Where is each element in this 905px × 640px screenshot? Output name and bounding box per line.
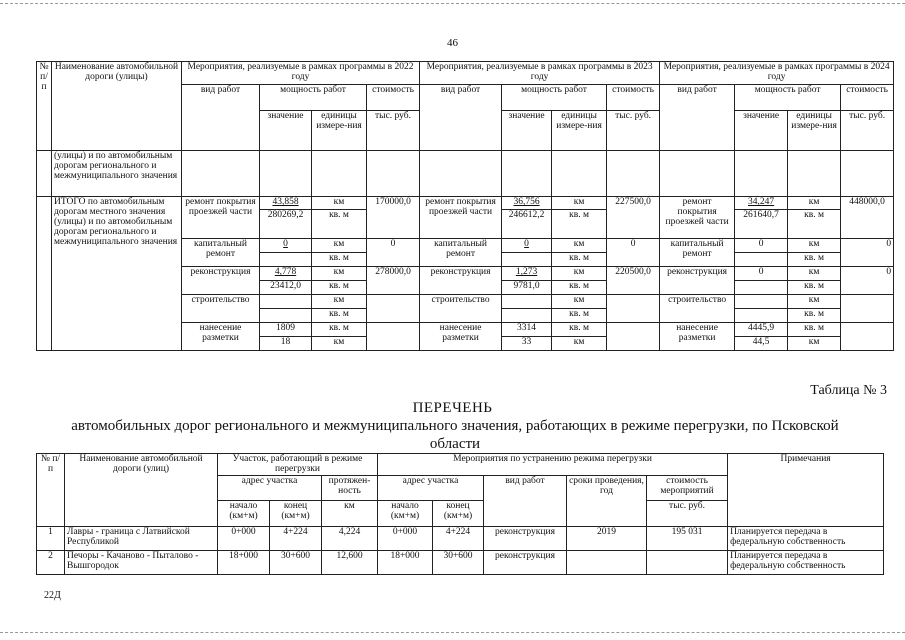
unit-cell: кв. м bbox=[312, 281, 367, 295]
table-label: Таблица № 3 bbox=[810, 383, 887, 398]
year-2022-header: Мероприятия, реализуемые в рамках программы в 2022 году bbox=[182, 62, 420, 85]
end-cell: 30+600 bbox=[433, 551, 484, 575]
year-cell bbox=[567, 551, 647, 575]
value-cell: 9781,0 bbox=[502, 281, 552, 295]
value-cell: 3314 bbox=[502, 323, 552, 337]
unit-cell: кв. м bbox=[312, 323, 367, 337]
col-num-header: № п/п bbox=[37, 62, 52, 151]
start-cell: 0+000 bbox=[218, 527, 270, 551]
cost-cell: 448000,0 bbox=[841, 197, 894, 239]
value-cell: 0 bbox=[502, 239, 552, 253]
cost-cell: 227500,0 bbox=[607, 197, 660, 239]
capacity-header: мощность работ bbox=[735, 85, 841, 111]
unit-cell: км bbox=[552, 267, 607, 281]
work-type-header: вид работ bbox=[484, 476, 567, 527]
year-2024-header: Мероприятия, реализуемые в рамках программы в 2024 году bbox=[660, 62, 894, 85]
units-header: единицы измере-ния bbox=[552, 111, 607, 151]
work-type-header: вид работ bbox=[182, 85, 260, 151]
unit-cell: кв. м bbox=[312, 210, 367, 239]
cost-header: стоимость bbox=[607, 85, 660, 111]
continued-road-name: (улицы) и по автомобильным дорогам регионального и межмуниципального значения bbox=[52, 151, 182, 197]
work-reconstruction: реконструкция bbox=[420, 267, 502, 295]
col-name-header: Наименование автомобильной дороги (улиц) bbox=[65, 454, 218, 527]
unit-cell: кв. м bbox=[788, 253, 841, 267]
scan-edge-top bbox=[0, 3, 905, 4]
measures-header: Мероприятия по устранению режима перегрузки bbox=[378, 454, 728, 476]
work-construction: строительство bbox=[420, 295, 502, 323]
work-construction: строительство bbox=[182, 295, 260, 323]
total-row-name: ИТОГО по автомобильным дорогам местного значения (улицы) и по автомобильным дорогам регионального и межмуниципального значения bbox=[52, 197, 182, 351]
work-marking: нанесение разметки bbox=[420, 323, 502, 351]
unit-cell: кв. м bbox=[552, 210, 607, 239]
work-capital: капитальный ремонт bbox=[182, 239, 260, 267]
work-construction: строительство bbox=[660, 295, 735, 323]
value-header: значение bbox=[735, 111, 788, 151]
end-cell: 30+600 bbox=[270, 551, 322, 575]
cost-header: стоимость мероприятий bbox=[647, 476, 728, 501]
work-marking: нанесение разметки bbox=[182, 323, 260, 351]
end-cell: 4+224 bbox=[433, 527, 484, 551]
document-subheading: автомобильных дорог регионального и межмуниципального значения, работающих в режиме перегрузки, по Псковской области bbox=[71, 418, 839, 452]
unit-cell: км bbox=[552, 337, 607, 351]
work-repair: ремонт покрытия проезжей части bbox=[182, 197, 260, 239]
unit-cell: кв. м bbox=[552, 253, 607, 267]
year-2023-header: Мероприятия, реализуемые в рамках программы в 2023 году bbox=[420, 62, 660, 85]
cost-cell: 278000,0 bbox=[367, 267, 420, 295]
unit-cell: кв. м bbox=[552, 309, 607, 323]
road-name: Лавры - граница с Латвийской Республикой bbox=[65, 527, 218, 551]
unit-cell: кв. м bbox=[312, 253, 367, 267]
value-cell: 0 bbox=[260, 239, 312, 253]
value-header: значение bbox=[502, 111, 552, 151]
unit-cell: км bbox=[312, 337, 367, 351]
unit-cell: км bbox=[312, 197, 367, 210]
table-row bbox=[37, 551, 884, 575]
start-header: начало (км+м) bbox=[378, 501, 433, 527]
value-cell: 44,5 bbox=[735, 337, 788, 351]
unit-cell: кв. м bbox=[788, 281, 841, 295]
row-num: 1 bbox=[37, 527, 65, 551]
year-cell: 2019 bbox=[567, 527, 647, 551]
length-header: протяжен-ность bbox=[322, 476, 378, 501]
value-cell: 280269,2 bbox=[260, 210, 312, 239]
cost-cell: 220500,0 bbox=[607, 267, 660, 295]
capacity-header: мощность работ bbox=[260, 85, 367, 111]
unit-cell: км bbox=[788, 267, 841, 281]
scan-edge-bottom bbox=[0, 632, 905, 633]
work-capital: капитальный ремонт bbox=[420, 239, 502, 267]
cost-header: стоимость bbox=[841, 85, 894, 111]
note-cell: Планируется передача в федеральную собственность bbox=[728, 527, 884, 551]
end-header: конец (км+м) bbox=[270, 501, 322, 527]
km-header: км bbox=[322, 501, 378, 527]
start-cell: 18+000 bbox=[378, 551, 433, 575]
start-cell: 0+000 bbox=[378, 527, 433, 551]
note-cell: Планируется передача в федеральную собственность bbox=[728, 551, 884, 575]
value-cell: 33 bbox=[502, 337, 552, 351]
cost-cell: 170000,0 bbox=[367, 197, 420, 239]
unit-cell: км bbox=[788, 197, 841, 210]
units-header: единицы измере-ния bbox=[788, 111, 841, 151]
footer-code: 22Д bbox=[44, 590, 61, 601]
work-type-header: вид работ bbox=[420, 85, 502, 151]
unit-cell: кв. м bbox=[788, 210, 841, 239]
length-cell: 4,224 bbox=[322, 527, 378, 551]
cost-unit-header: тыс. руб. bbox=[647, 501, 728, 527]
unit-cell: км bbox=[312, 239, 367, 253]
unit-cell: кв. м bbox=[788, 309, 841, 323]
section-header: Участок, работающий в режиме перегрузки bbox=[218, 454, 378, 476]
work-cell: реконструкция bbox=[484, 551, 567, 575]
cost-unit-header: тыс. руб. bbox=[367, 111, 420, 151]
unit-cell: км bbox=[552, 295, 607, 309]
table-row bbox=[37, 527, 884, 551]
value-cell: 0 bbox=[735, 239, 788, 253]
value-cell: 246612,2 bbox=[502, 210, 552, 239]
work-repair: ремонт покрытия проезжей части bbox=[420, 197, 502, 239]
value-cell: 36,756 bbox=[502, 197, 552, 210]
unit-cell: кв. м bbox=[552, 281, 607, 295]
cost-cell: 195 031 bbox=[647, 527, 728, 551]
start-cell: 18+000 bbox=[218, 551, 270, 575]
cost-cell: 0 bbox=[607, 239, 660, 267]
units-header: единицы измере-ния bbox=[312, 111, 367, 151]
cost-cell: 0 bbox=[367, 239, 420, 267]
end-header: конец (км+м) bbox=[433, 501, 484, 527]
terms-header: сроки проведения, год bbox=[567, 476, 647, 527]
unit-cell: кв. м bbox=[788, 323, 841, 337]
capacity-header: мощность работ bbox=[502, 85, 607, 111]
work-repair: ремонт покрытия проезжей части bbox=[660, 197, 735, 239]
cost-cell bbox=[647, 551, 728, 575]
work-capital: капитальный ремонт bbox=[660, 239, 735, 267]
unit-cell: км bbox=[788, 337, 841, 351]
value-cell: 23412,0 bbox=[260, 281, 312, 295]
value-cell: 0 bbox=[735, 267, 788, 281]
address-header: адрес участка bbox=[218, 476, 322, 501]
unit-cell: км bbox=[552, 239, 607, 253]
work-reconstruction: реконструкция bbox=[182, 267, 260, 295]
work-cell: реконструкция bbox=[484, 527, 567, 551]
length-cell: 12,600 bbox=[322, 551, 378, 575]
notes-header: Примечания bbox=[728, 454, 884, 527]
cost-unit-header: тыс. руб. bbox=[841, 111, 894, 151]
road-name: Печоры - Качаново - Пыталово - Вышгородок bbox=[65, 551, 218, 575]
unit-cell: км bbox=[788, 295, 841, 309]
value-cell: 43,858 bbox=[260, 197, 312, 210]
unit-cell: км bbox=[312, 295, 367, 309]
row-num: 2 bbox=[37, 551, 65, 575]
cost-cell: 0 bbox=[841, 239, 894, 267]
unit-cell: кв. м bbox=[312, 309, 367, 323]
col-name-header: Наименование автомобильной дороги (улицы) bbox=[52, 62, 182, 151]
overload-roads-table bbox=[36, 453, 884, 575]
work-marking: нанесение разметки bbox=[660, 323, 735, 351]
program-table bbox=[36, 61, 894, 351]
value-cell: 4445,9 bbox=[735, 323, 788, 337]
document-heading: ПЕРЕЧЕНЬ bbox=[412, 400, 493, 416]
value-cell: 1809 bbox=[260, 323, 312, 337]
value-cell: 18 bbox=[260, 337, 312, 351]
unit-cell: км bbox=[552, 197, 607, 210]
value-header: значение bbox=[260, 111, 312, 151]
start-header: начало (км+м) bbox=[218, 501, 270, 527]
value-cell: 4,778 bbox=[260, 267, 312, 281]
end-cell: 4+224 bbox=[270, 527, 322, 551]
cost-unit-header: тыс. руб. bbox=[607, 111, 660, 151]
col-num-header: № п/п bbox=[37, 454, 65, 527]
unit-cell: кв. м bbox=[552, 323, 607, 337]
cost-header: стоимость bbox=[367, 85, 420, 111]
value-cell: 1,273 bbox=[502, 267, 552, 281]
work-reconstruction: реконструкция bbox=[660, 267, 735, 295]
cost-cell: 0 bbox=[841, 267, 894, 295]
work-type-header: вид работ bbox=[660, 85, 735, 151]
value-cell: 34,247 bbox=[735, 197, 788, 210]
page-number: 46 bbox=[447, 37, 458, 49]
value-cell: 261640,7 bbox=[735, 210, 788, 239]
unit-cell: км bbox=[788, 239, 841, 253]
unit-cell: км bbox=[312, 267, 367, 281]
address-header: адрес участка bbox=[378, 476, 484, 501]
